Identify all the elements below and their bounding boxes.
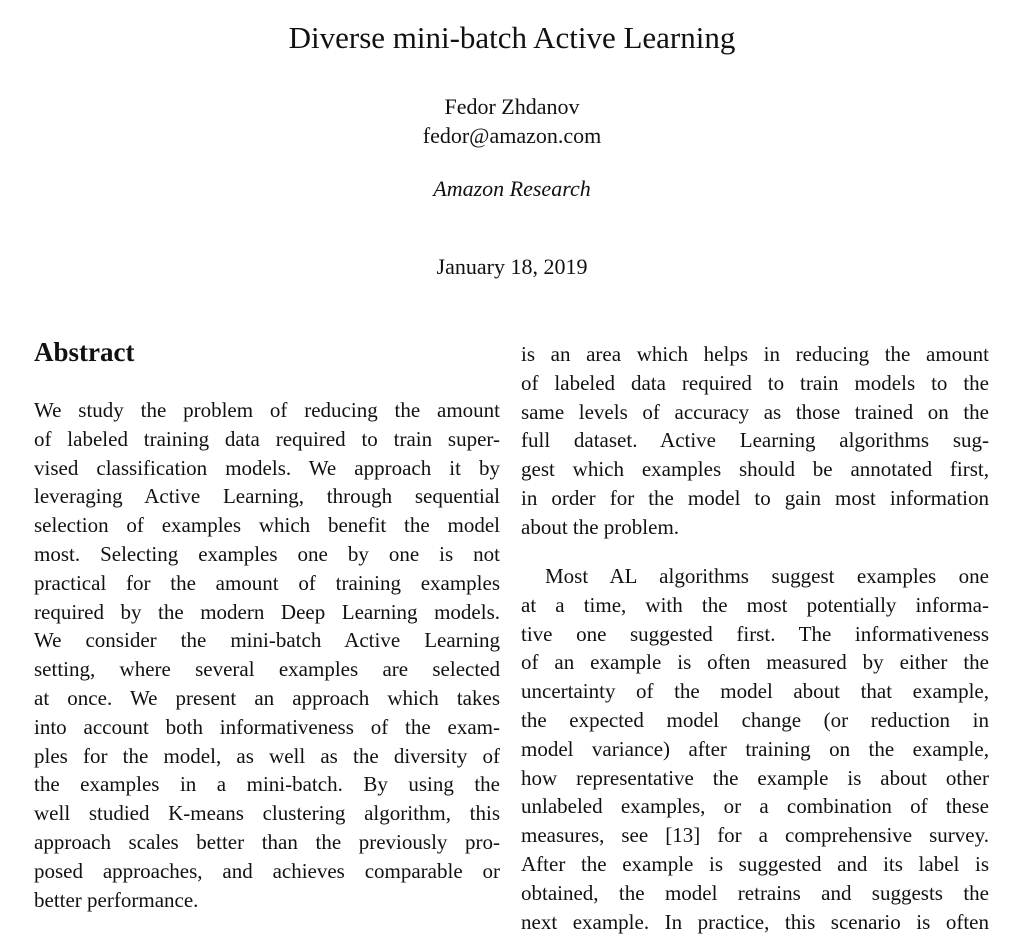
body-line: same levels of accuracy as those trained on the — [521, 399, 989, 424]
abstract-line: setting, where several examples are selected — [34, 657, 500, 682]
body-line: After the example is suggested and its label is — [521, 851, 989, 876]
abstract-line: ples for the model, as well as the diversity of — [34, 743, 500, 768]
abstract-line: of labeled training data required to train super- — [34, 426, 500, 451]
body-paragraph-1 — [521, 340, 989, 542]
paper-title: Diverse mini-batch Active Learning — [288, 20, 736, 55]
body-line: measures, see [13] for a comprehensive survey. — [521, 823, 989, 848]
body-line: uncertainty of the model about that example, — [521, 679, 989, 704]
abstract-line: practical for the amount of training examples — [34, 570, 500, 595]
abstract-body — [34, 396, 500, 914]
body-line: Most AL algorithms suggest examples one — [545, 564, 989, 588]
paper-date: January 18, 2019 — [436, 254, 588, 279]
abstract-line: better performance. — [34, 887, 199, 912]
abstract-line: required by the modern Deep Learning models. — [34, 599, 500, 624]
body-line: in order for the model to gain most information — [521, 485, 989, 510]
abstract-line: We consider the mini-batch Active Learning — [34, 628, 500, 653]
body-line: model variance) after training on the example, — [521, 736, 989, 761]
abstract-line: We study the problem of reducing the amount — [34, 398, 500, 422]
abstract-line: selection of examples which benefit the model — [34, 513, 500, 538]
abstract-line: vised classification models. We approach it by — [34, 455, 500, 480]
body-line: tive one suggested first. The informativeness — [521, 621, 989, 646]
body-line: next example. In practice, this scenario is often — [521, 909, 989, 934]
body-line: the expected model change (or reduction in — [521, 707, 989, 732]
body-line: about the problem. — [521, 514, 680, 539]
abstract-line: leveraging Active Learning, through sequential — [34, 484, 500, 509]
body-paragraph-2 — [521, 562, 989, 936]
body-line: of labeled data required to train models to the — [521, 370, 989, 395]
body-line: is an area which helps in reducing the amount — [521, 342, 989, 366]
body-line: unlabeled examples, or a combination of these — [521, 794, 989, 819]
abstract-line: most. Selecting examples one by one is not — [34, 541, 500, 566]
abstract-line: the examples in a mini-batch. By using the — [34, 772, 500, 797]
abstract-heading: Abstract — [34, 337, 135, 367]
body-line: at a time, with the most potentially informa- — [521, 592, 989, 617]
author-email: fedor@amazon.com — [422, 123, 602, 148]
author-name: Fedor Zhdanov — [444, 94, 580, 119]
abstract-line: posed approaches, and achieves comparable or — [34, 858, 500, 883]
abstract-line: approach scales better than the previously pro- — [34, 829, 500, 854]
abstract-line: well studied K-means clustering algorithm, this — [34, 801, 500, 826]
body-line: gest which examples should be annotated first, — [521, 457, 989, 482]
body-line: full dataset. Active Learning algorithms sug- — [521, 428, 989, 453]
body-line: of an example is often measured by either the — [521, 650, 989, 675]
author-affiliation: Amazon Research — [433, 176, 591, 201]
body-line: obtained, the model retrains and suggests the — [521, 880, 989, 905]
abstract-line: at once. We present an approach which takes — [34, 685, 500, 710]
abstract-line: into account both informativeness of the exam- — [34, 714, 500, 739]
body-line: how representative the example is about other — [521, 765, 989, 790]
